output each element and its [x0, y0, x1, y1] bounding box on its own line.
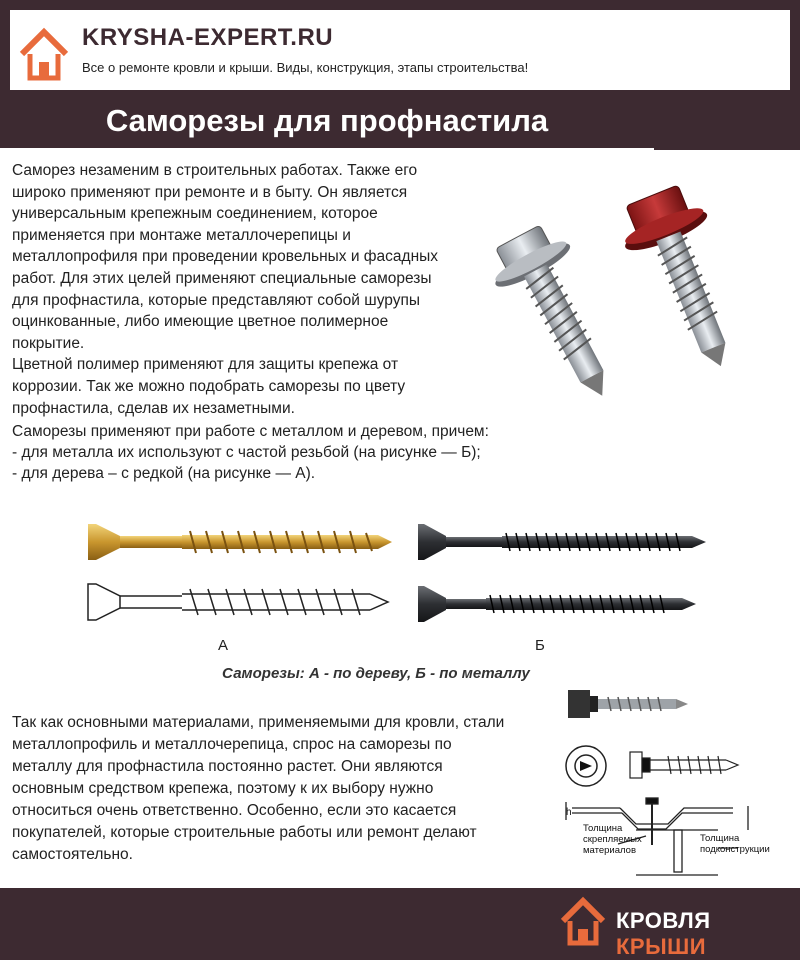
screw-head-diagram	[566, 746, 606, 786]
demand-line: покупателей, которые строительные работы или ремонт делают	[12, 824, 477, 841]
substructure-thickness-line: подконструкции	[700, 844, 770, 855]
intro-line: профнастила, сделав их незаметными.	[12, 399, 295, 417]
intro-line: оцинкованные, либо имеющие цветное полимерное	[12, 313, 389, 331]
intro-line: для профнастила, которые представляют собой шурупы	[12, 291, 420, 309]
demand-line: металлу для профнастила постоянно растет. Они являются	[12, 758, 443, 775]
site-tagline: Все о ремонте кровли и крыши. Виды, конструкция, этапы строительства!	[82, 60, 529, 75]
intro-line: металлопрофиля при проведении кровельных и фасадных	[12, 248, 439, 266]
usage-line: - для металла их используют с частой резьбой (на рисунке — Б);	[12, 444, 481, 461]
intro-line: Цветной полимер применяют для защиты крепежа от	[12, 356, 399, 374]
intro-line: универсальным крепежным соединением, которое	[12, 205, 378, 223]
intro-line: покрытие.	[12, 334, 85, 352]
site-header	[10, 10, 790, 90]
demand-line: Так как основными материалами, применяемыми для кровли, стали	[12, 714, 505, 731]
roofing-screws-photo	[478, 170, 783, 410]
figure-label-a: А	[218, 637, 229, 654]
material-thickness-line: скрепляемых	[583, 834, 642, 845]
figure-label-b: Б	[535, 637, 545, 654]
thickness-h-label: h	[566, 807, 572, 818]
substructure-thickness-line: Толщина	[700, 833, 740, 844]
material-thickness-line: материалов	[583, 845, 636, 856]
screw-side-diagram	[630, 752, 738, 778]
footer-brand-white: КРОВЛЯ	[616, 908, 711, 933]
title-bar	[0, 94, 654, 150]
site-name[interactable]: KRYSHA-EXPERT.RU	[82, 24, 334, 51]
material-thickness-label	[583, 823, 642, 856]
roofing-screw-small-photo	[568, 690, 688, 718]
wood-screw-photo	[88, 524, 392, 560]
demand-line: самостоятельно.	[12, 846, 133, 863]
usage-line: - для дерева – с редкой (на рисунке — А).	[12, 465, 316, 482]
metal-screw-photo-1	[418, 524, 706, 560]
article-content	[0, 150, 800, 888]
footer-brand[interactable]	[616, 908, 800, 960]
house-logo-icon	[18, 24, 70, 84]
page-title: Саморезы для профнастила	[105, 103, 549, 138]
demand-paragraph	[12, 712, 546, 866]
demand-line: основным средством крепежа, поэтому к их выбору нужно	[12, 780, 434, 797]
screw-comparison-figure	[70, 510, 740, 660]
footer-house-logo-icon	[560, 895, 606, 947]
intro-line: коррозии. Так же можно подобрать саморезы по цвету	[12, 377, 406, 395]
usage-line: Саморезы применяют при работе с металлом и деревом, причем:	[12, 423, 489, 440]
intro-line: работ. Для этих целей применяют специальные саморезы	[12, 269, 432, 287]
substructure-thickness-label	[700, 833, 770, 855]
usage-paragraph	[12, 421, 572, 484]
figure-caption: Саморезы: А - по дереву, Б - по металлу	[222, 665, 530, 682]
wood-screw-drawing	[88, 584, 388, 620]
intro-line: применяется при монтаже металлочерепицы и	[12, 226, 351, 244]
metal-screw-photo-2	[418, 586, 696, 622]
demand-line: металлопрофиль и металлочерепица, спрос на саморезы по	[12, 736, 452, 753]
intro-line: Саморез незаменим в строительных работах. Также его	[12, 162, 418, 179]
intro-line: широко применяют при ремонте и в быту. Он является	[12, 183, 408, 201]
footer-brand-orange: КРЫШИ	[616, 934, 707, 959]
material-thickness-line: Толщина	[583, 823, 623, 834]
demand-line: относиться очень ответственно. Особенно, если это касается	[12, 802, 457, 819]
intro-paragraph	[12, 160, 472, 419]
